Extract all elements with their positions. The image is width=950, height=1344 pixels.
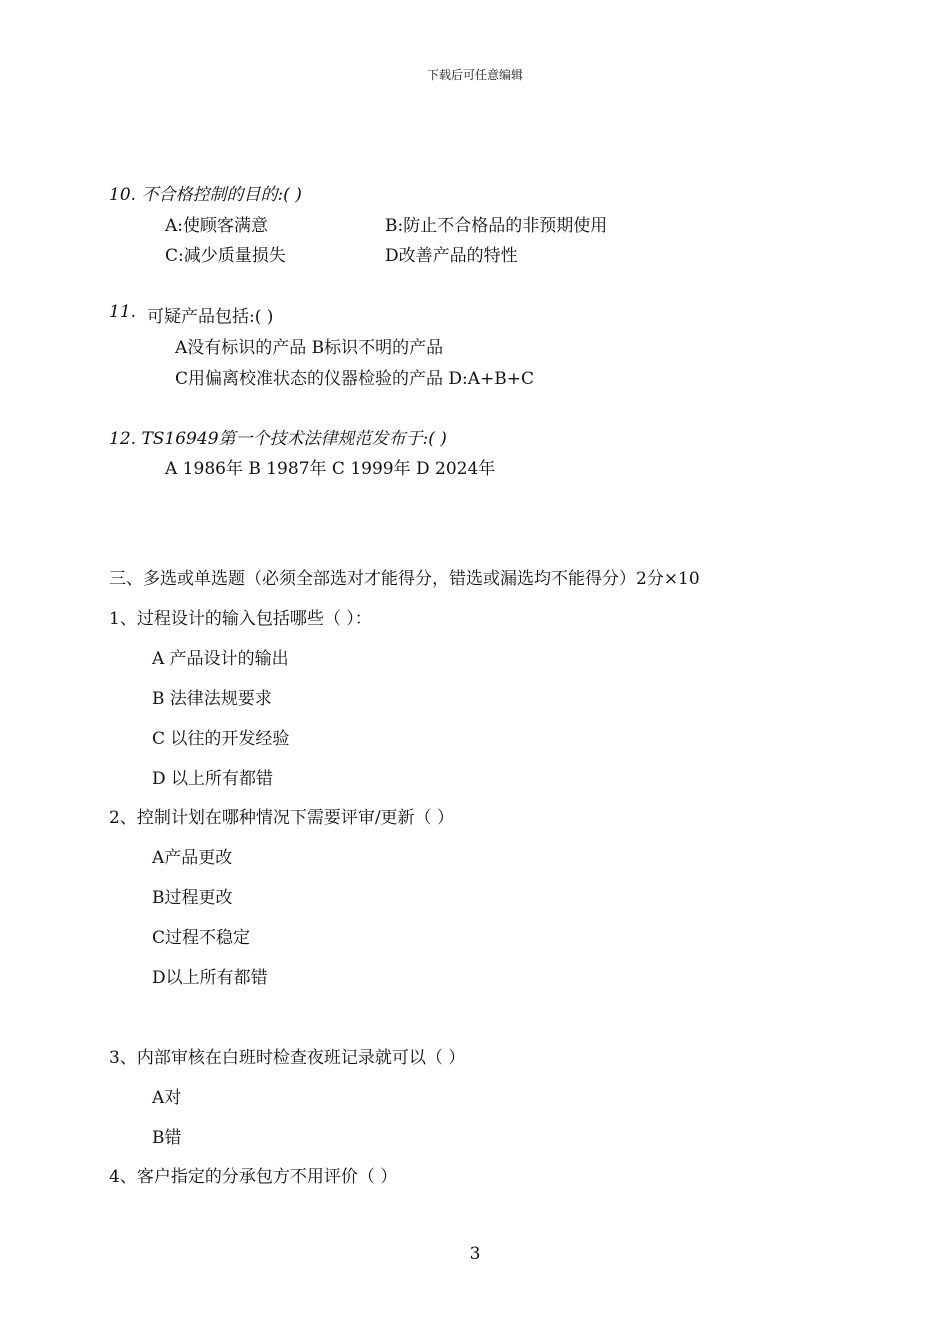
s3-q3-title: 3、内部审核在白班时检查夜班记录就可以（ ）: [109, 1048, 466, 1068]
q12-title: 12. TS16949第一个技术法律规范发布于:( ): [109, 429, 447, 449]
s3-q1-title: 1、过程设计的输入包括哪些（ ）：: [109, 609, 372, 629]
s3-q2-title: 2、控制计划在哪种情况下需要评审/更新（ ）: [109, 808, 454, 828]
page-number: 3: [469, 1244, 481, 1264]
q11-text: 可疑产品包括:( ): [147, 307, 274, 327]
section3-heading: 三、多选或单选题（必须全部选对才能得分，错选或漏选均不能得分）2分×10: [109, 569, 700, 589]
q10-option-b: B:防止不合格品的非预期使用: [385, 216, 608, 236]
q11-number: 11.: [109, 302, 137, 322]
q11-options-line2: C用偏离校准状态的仪器检验的产品 D:A+B+C: [175, 369, 535, 389]
s3-q2-option-b: B过程更改: [152, 888, 233, 908]
s3-q2-option-c: C过程不稳定: [152, 928, 251, 948]
q10-option-a: A:使顾客满意: [165, 216, 269, 236]
q10-option-c: C:减少质量损失: [165, 246, 286, 266]
s3-q1-option-c: C 以往的开发经验: [152, 729, 290, 749]
s3-q3-option-b: B错: [152, 1128, 182, 1148]
s3-q2-option-d: D以上所有都错: [152, 968, 268, 988]
s3-q4-title: 4、客户指定的分承包方不用评价（ ）: [109, 1167, 398, 1187]
page-header: 下载后可任意编辑: [426, 68, 523, 82]
s3-q1-option-d: D 以上所有都错: [152, 769, 274, 789]
s3-q3-option-a: A对: [152, 1088, 182, 1108]
q10-title: 10. 不合格控制的目的:( ): [109, 185, 302, 205]
q10-option-d: D改善产品的特性: [385, 246, 518, 266]
s3-q2-option-a: A产品更改: [152, 848, 233, 868]
s3-q1-option-a: A 产品设计的输出: [152, 649, 289, 669]
s3-q1-option-b: B 法律法规要求: [152, 689, 272, 709]
q11-options-line1: A没有标识的产品 B标识不明的产品: [175, 338, 444, 358]
q12-options: A 1986年 B 1987年 C 1999年 D 2024年: [165, 459, 496, 479]
